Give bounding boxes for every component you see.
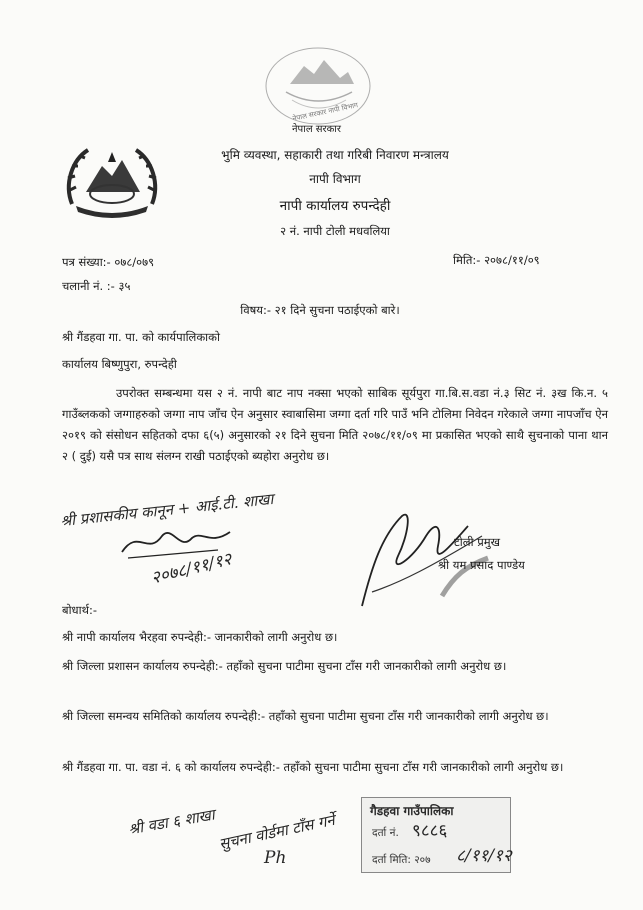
signatory-name: श्री यम प्रसाद पाण्डेय bbox=[438, 558, 525, 572]
receipt-date-value: ८/११/१२ bbox=[456, 846, 512, 866]
reference-number: पत्र संख्या:- ०७८/०७९ bbox=[62, 255, 155, 269]
govt-label: नेपाल सरकार bbox=[292, 124, 341, 135]
nepal-emblem bbox=[62, 140, 162, 222]
signatory-title: टोली प्रमुख bbox=[454, 535, 501, 549]
department-name: नापी विभाग bbox=[309, 172, 361, 186]
handwritten-forward-note: श्री प्रशासकीय कानून + आई.टी. शाखा bbox=[59, 489, 275, 531]
handwritten-instruction: सुचना वोर्डमा टाँस गर्ने bbox=[217, 810, 337, 854]
stamp-text: नेपाल सरकार नापी विभाग bbox=[291, 101, 359, 123]
cc-item: श्री जिल्ला समन्वय समितिको कार्यालय रुपन्देही:- तहाँको सुचना पाटीमा सुचना टाँस गरी जानकारीको लागी अनुरोध छ। bbox=[62, 709, 549, 723]
letter-date: मिति:- २०७८/११/०९ bbox=[453, 253, 540, 267]
handwritten-ward-note: श्री वडा ६ शाखा bbox=[127, 805, 217, 839]
cc-item: श्री गैंडहवा गा. पा. वडा नं. ६ को कार्यालय रुपन्देही:- तहाँको सुचना पाटीमा सुचना टाँस गरी जानकारीको लागी अनुरोध छ। bbox=[62, 760, 564, 774]
stamp-emblem-icon bbox=[262, 44, 374, 132]
addressee-line-1: श्री गैंडहवा गा. पा. को कार्यपालिकाको bbox=[62, 330, 220, 344]
receipt-reg-label: दर्ता नं. bbox=[372, 827, 399, 839]
ministry-name: भुमि व्यवस्था, सहाकारी तथा गरिबी निवारण मन्त्रालय bbox=[221, 148, 449, 162]
handwritten-initials: Ph bbox=[264, 848, 287, 868]
dispatch-number: चलानी नं. :- ३५ bbox=[62, 279, 131, 293]
team-name: २ नं. नापी टोली मधवलिया bbox=[280, 224, 390, 238]
cc-item: श्री नापी कार्यालय भैरहवा रुपन्देही:- जानकारीको लागी अनुरोध छ। bbox=[62, 630, 338, 644]
receipt-date-label: दर्ता मिति: २०७ bbox=[372, 854, 431, 866]
coat-of-arms-icon bbox=[62, 140, 162, 222]
receipt-reg-number: ९८८६ bbox=[412, 821, 448, 841]
letter-body: उपरोक्त सम्बन्धमा यस २ नं. नापी बाट नाप नक्सा भएको साबिक सूर्यपुरा गा.बि.स.वडा नं.३ सिट नं. ३ख कि.न. ५ गाउँब्लकको जग्गाहरुको जग्गा नाप जाँच ऐन अनुसार स्वाबासिमा जग्गा दर्ता गरि पाउँ भनि टोलिमा निवेदन गरेकाले जग्गा नापजाँच ऐन २०१९ को संसोधन सहितको दफा ६(५) अनुसारको २१ दिने सुचना मिति २०७८/११/०९ मा प्रकासित भएको साथै सुचनाको पाना थान २ ( दुई) यसै पत्र साथ संलग्न राखी पठाईएको ब्यहोरा अनुरोध छ। bbox=[62, 386, 608, 463]
addressee-line-2: कार्यालय बिष्णुपुरा, रुपन्देही bbox=[62, 357, 177, 371]
office-name: नापी कार्यालय रुपन्देही bbox=[279, 198, 391, 214]
receipt-office: गैडहवा गाउँपालिका bbox=[370, 804, 454, 818]
handwritten-date: २०७८/११/१२ bbox=[149, 549, 234, 589]
subject-line: विषय:- २१ दिने सुचना पठाईएको बारे। bbox=[240, 303, 400, 317]
cc-item: श्री जिल्ला प्रशासन कार्यालय रुपन्देही:- तहाँको सुचना पाटीमा सुचना टाँस गरी जानकारीको लागी अनुरोध छ। bbox=[62, 659, 507, 673]
cc-heading: बोधार्थ:- bbox=[62, 603, 97, 617]
office-stamp-seal bbox=[262, 44, 374, 132]
